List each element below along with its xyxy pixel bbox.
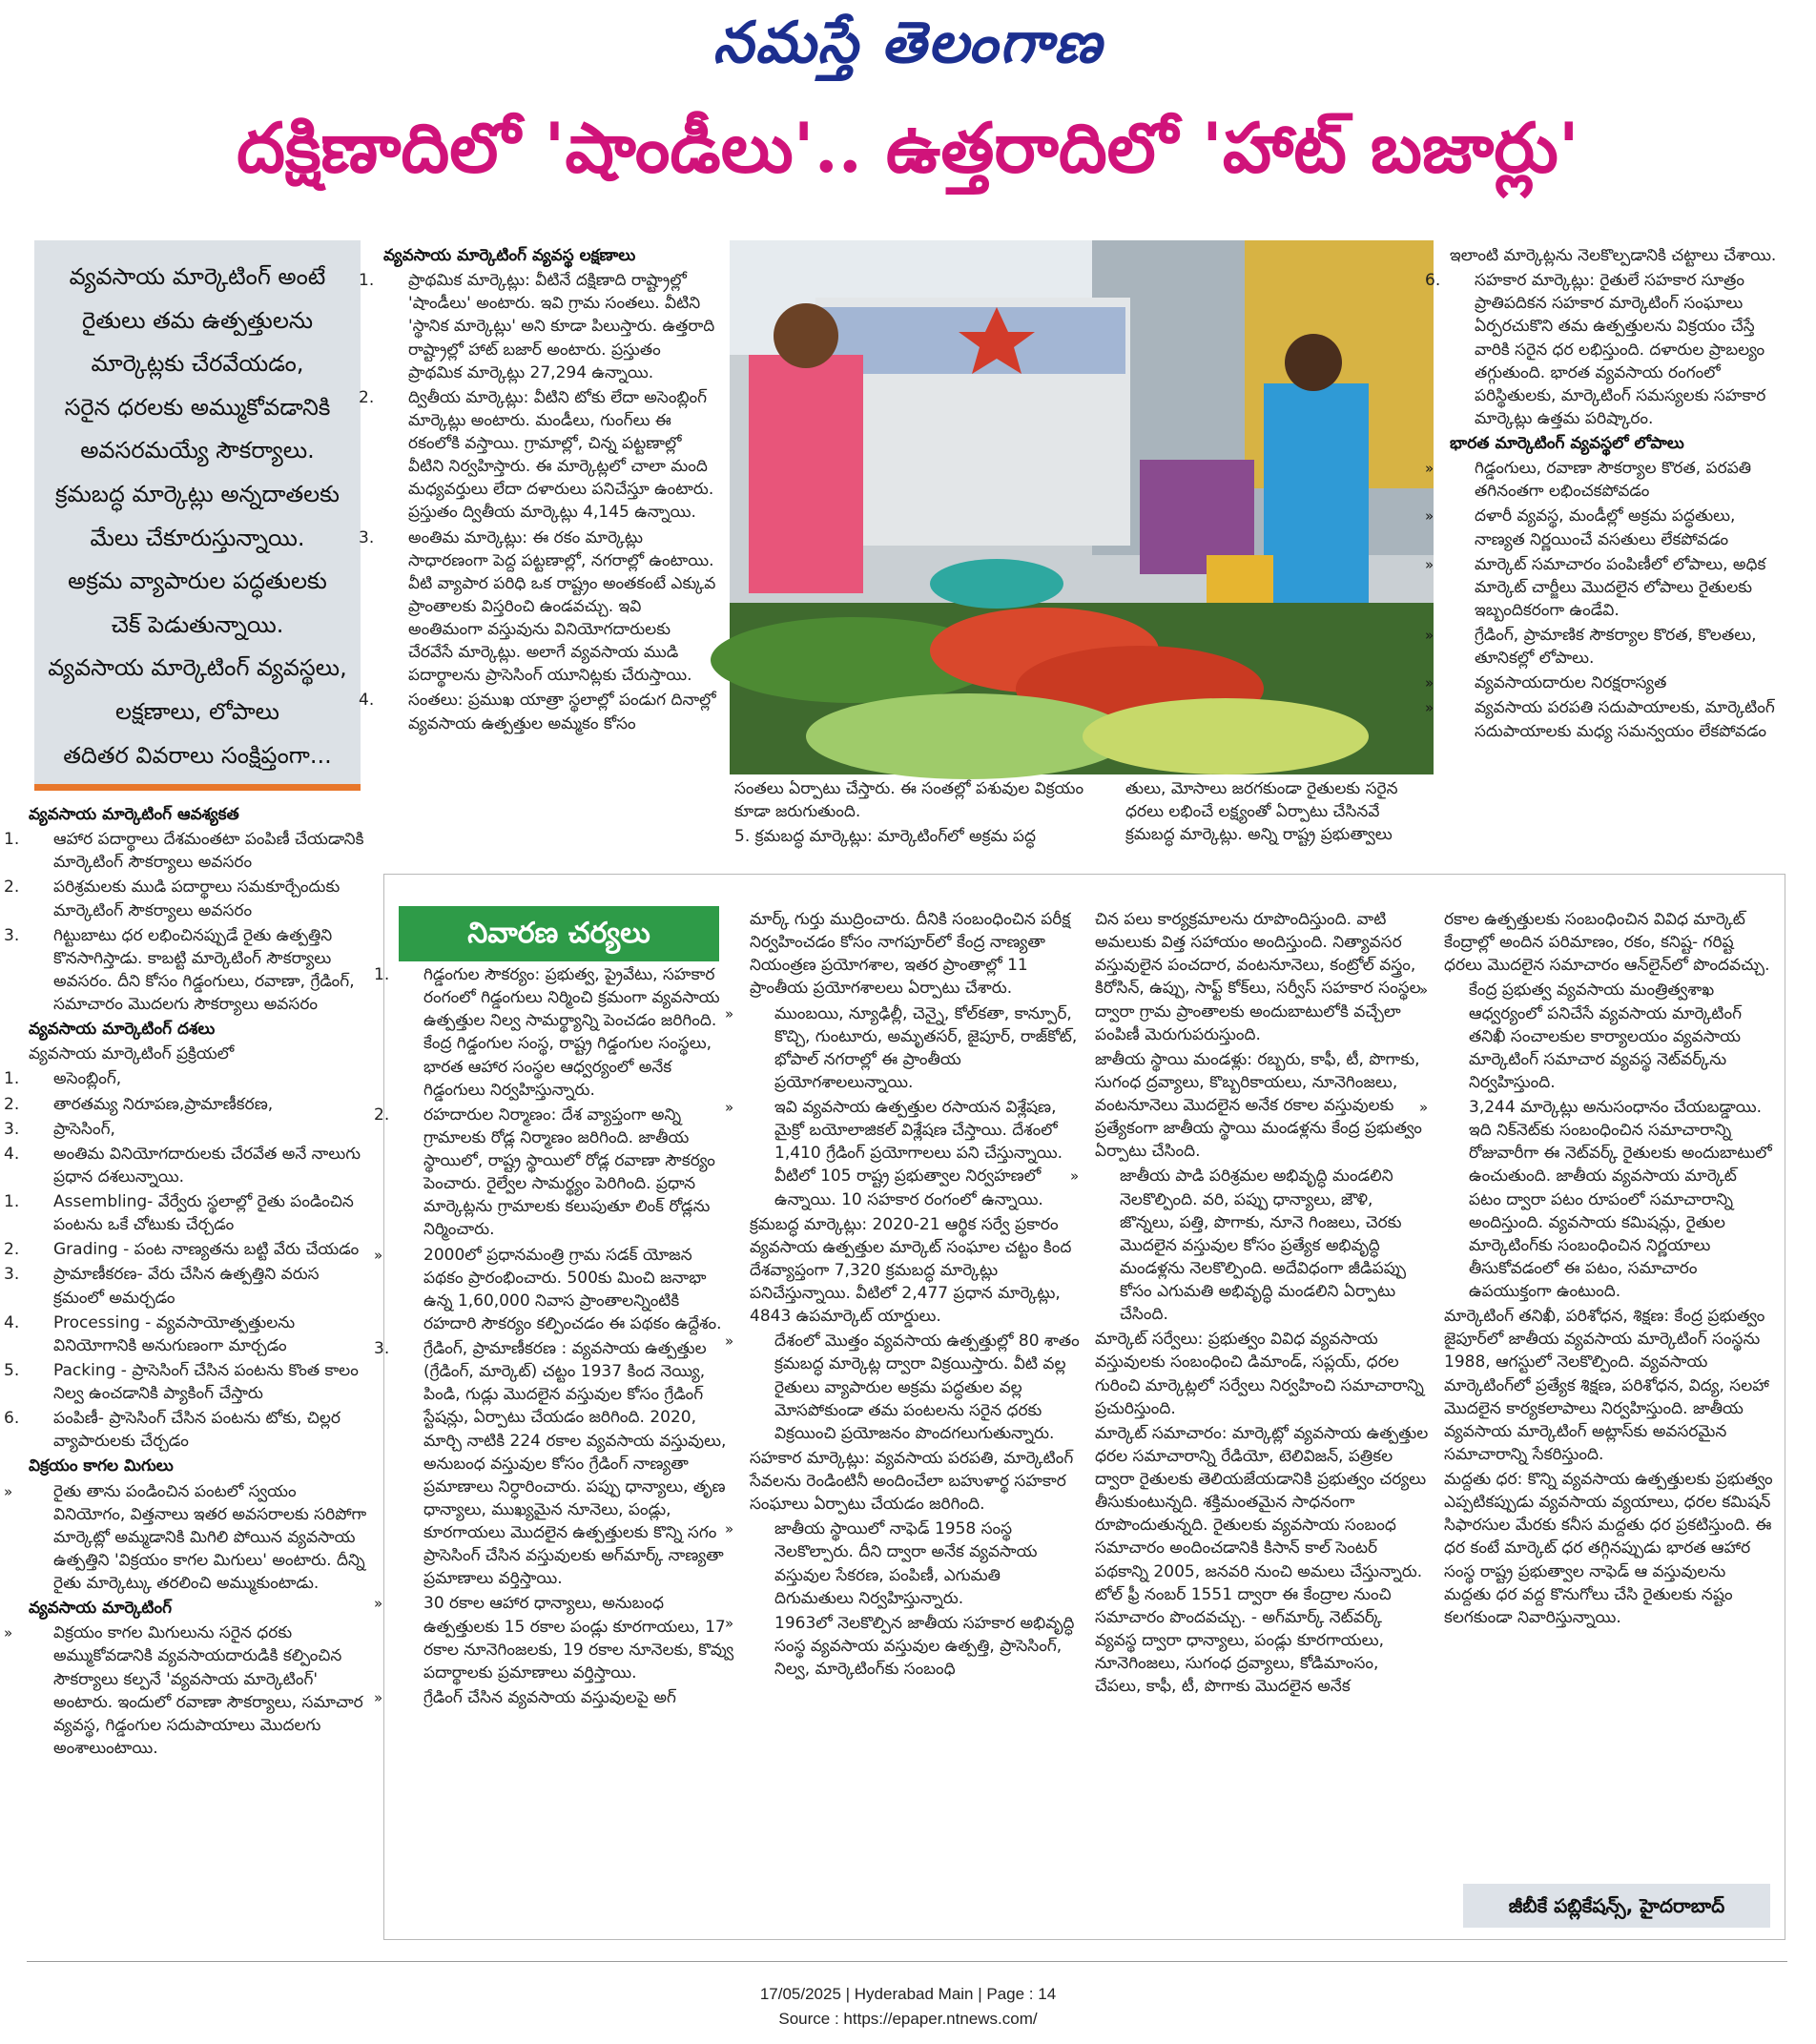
bullet-arrow-icon: »: [1425, 627, 1434, 644]
list-item: [725, 1612, 1080, 1681]
paragraph: మార్క్ గుర్తు ముద్రించారు. దీనికి సంబంధించిన పరీక్ష నిర్వహించడం కోసం నాగపూర్‌లో కేంద్ర నాణ్యతా నియంత్రణ ప్రయోగశాల, ఇతర ప్రాంతాల్లో 11 ప్రాంతీయ ప్రయోగశాలలు ఏర్పాటు చేశారు.: [750, 910, 1071, 999]
paragraph: మార్కెటింగ్ తనిఖీ, పరిశోధన, శిక్షణ: కేంద్ర ప్రభుత్వం జైపూర్‌లో జాతీయ వ్యవసాయ మార్కెటింగ్ సంస్థను 1988, ఆగస్టులో నెలకొల్పింది. వ్యవసాయ మార్కెటింగ్‌లో ప్రత్యేక శిక్షణ, పరిశోధన, విద్య, సలహా మొదలైన కార్యకలాపాలు నిర్వహిస్తుంది. జాతీయ వ్యవసాయ మార్కెటింగ్ అట్లాస్‌కు అవసరమైన సమాచారాన్ని సేకరిస్తుంది.: [1444, 1307, 1769, 1464]
list-item-text: గ్రేడింగ్, ప్రామాణిక సౌకర్యాల కొరత, కొలతలు, తూనికల్లో లోపాలు.: [1475, 626, 1757, 669]
paragraph: మార్కెట్ సమాచారం: మార్కెట్లో వ్యవసాయ ఉత్పత్తుల ధరల సమాచారాన్ని రేడియో, టెలివిజన్, పత్రికల ద్వారా రైతులకు తెలియజేయడానికి ప్రభుత్వం చర్యలు తీసుకుంటున్నది. శక్తిమంతమైన సాధనంగా రూపొందుతున్నది. రైతులకు వ్యవసాయ సంబంధ సమాచారం అందించడానికి కిసాన్ కాల్ సెంటర్ పథకాన్ని 2005, జనవరి నుంచి అమలు చేస్తున్నారు. టోల్ ఫ్రీ నంబర్ 1551 ద్వారా ఈ కేంద్రాల నుంచి సమాచారం పొందవచ్చు. - అగ్‌మార్క్ నెట్‌వర్క్ వ్యవస్థ ద్వారా ధాన్యాలు, పండ్లు కూరగాయలు, నూనెగింజలు, సుగంధ ద్రవ్యాలు, కోడిమాంసం, చేపలు, కాఫీ, టీ, పొగాకు మొదలైన అనేక: [1095, 1423, 1429, 1697]
list-item: [4, 1621, 372, 1760]
list-item: [374, 1244, 734, 1336]
publisher-credit: జీబీకే పబ్లికేషన్స్, హైదరాబాద్: [1463, 1884, 1770, 1928]
list-number: 3.: [359, 527, 375, 547]
list-item: [359, 269, 719, 384]
remedies-col-4: [1419, 908, 1774, 1881]
bullet-arrow-icon: »: [725, 1520, 734, 1538]
footer-divider: [27, 1961, 1787, 1962]
list-item: [4, 1359, 372, 1405]
list-item: [1425, 505, 1785, 550]
bullet-arrow-icon: »: [725, 1614, 734, 1632]
list-number: 4.: [4, 1312, 20, 1332]
list-item-text: ప్రామాణీకరణ- వేరు చేసిన ఉత్పత్తిని వరుస క్రమంలో అమర్చడం: [53, 1265, 320, 1308]
list-item-text: Packing - ప్రాసెసింగ్ చేసిన పంటను కొంత కాలం నిల్వ ఉంచడానికి ప్యాకింగ్ చేస్తారు: [53, 1360, 359, 1403]
list-item: [374, 1592, 734, 1684]
list-item: [1070, 1165, 1429, 1326]
list-item: [374, 963, 734, 1102]
bullet-arrow-icon: »: [1070, 1167, 1080, 1186]
intro-line: లక్షణాలు, లోపాలు: [115, 697, 279, 725]
list-item: [4, 1118, 372, 1141]
list-number: 4.: [359, 691, 375, 711]
list-item: [359, 386, 719, 525]
list-item: [4, 924, 372, 1017]
list-item-text: దేశంలో మొత్తం వ్యవసాయ ఉత్పత్తుల్లో 80 శాతం క్రమబద్ధ మార్కెట్ల ద్వారా విక్రయిస్తారు. వీటి వల్ల రైతులు వ్యాపారుల అక్రమ పద్ధతుల వల్ల మోసపోకుండా తమ పంటలను సరైన ధరకు విక్రయించి ప్రయోజనం పొందగలుగుతున్నారు.: [774, 1332, 1080, 1443]
list-item: [4, 1407, 372, 1453]
list-item-text: పంపిణీ- ప్రాసెసింగ్ చేసిన పంటను టోకు, చిల్లర వ్యాపారులకు చేర్చడం: [53, 1409, 340, 1452]
list-item-text: ముంబయి, న్యూఢిల్లీ, చెన్నై, కోల్‌కతా, కాన్పూర్, కొచ్చి, గుంటూరు, అమృతసర్, జైపూర్, రాజ్‌కోట్, భోపాల్ నగరాల్లో ఈ ప్రాంతీయ ప్రయోగశాలలున్నాయి.: [774, 1003, 1078, 1092]
list-number: 1.: [4, 1192, 20, 1211]
list-item: [725, 1330, 1080, 1445]
bullet-arrow-icon: »: [1419, 981, 1429, 1000]
bullet-arrow-icon: »: [725, 1332, 734, 1351]
list-item-text: Grading - పంట నాణ్యతను బట్టి వేరు చేయడం: [53, 1240, 360, 1260]
intro-line: అవసరమయ్యే సౌకర్యాలు.: [80, 437, 315, 465]
list-item: [359, 689, 719, 734]
list-item-text: పరిశ్రమలకు ముడి పదార్థాలు సమకూర్చేందుకు మార్కెటింగ్ సౌకర్యాలు అవసరం: [53, 877, 340, 920]
list-number: 2.: [374, 1105, 390, 1125]
list-number: 2.: [4, 1240, 20, 1260]
list-number: 2.: [4, 1094, 20, 1114]
list-item-text: విక్రయం కాగల మిగులును సరైన ధరకు అమ్ముకోవడానికి వ్యవసాయదారుడికి కల్పించిన సౌకర్యాలు కల్పనే 'వ్యవసాయ మార్కెటింగ్' అంటారు. ఇందులో రవాణా సౌకర్యాలు, సమాచార వ్యవస్థ, గిడ్డంగుల సదుపాయాలు మొదలగు అంశాలుంటాయి.: [53, 1623, 363, 1758]
paragraph: చిన పలు కార్యక్రమాలను రూపొందిస్తుంది. వాటి అమలుకు విత్త సహాయం అందిస్తుంది. నిత్యావసర వస్తువులైన పంచదార, వంటనూనెలు, కంట్రోల్ వస్త్రం, కిరోసిన్, ఉప్పు, సాఫ్ట్ కోక్‌లు, సర్వీస్ సహకార సంస్థల ద్వారా గ్రామ ప్రాంతాలకు అందుబాటులోకి వచ్చేలా పంపిణీ మెరుగుపరుస్తుంది.: [1095, 910, 1421, 1044]
list-item: [1425, 457, 1785, 503]
remedies-col-1: [374, 963, 734, 1927]
list-number: 1.: [374, 965, 390, 984]
section-heading: వ్యవసాయ మార్కెటింగ్ ఆవశ్యకత: [29, 805, 239, 824]
list-item-text: ద్వితీయ మార్కెట్లు: వీటిని టోకు లేదా అసెంబ్లింగ్ మార్కెట్లు అంటారు. మండీలు, గుంగ్‌లు ఈ రకంలోకి వస్తాయి. గ్రామాల్లో, చిన్న పట్టణాల్లో వీటిని నిర్వహిస్తారు. ఈ మార్కెట్లలో చాలా మంది మధ్యవర్తులు లేదా దళారులు పనిచేస్తూ ఉంటారు. ప్రస్తుతం ద్వితీయ మార్కెట్లు 4,145 ఉన్నాయి.: [408, 387, 714, 523]
list-item: [4, 1238, 372, 1261]
list-item: [1425, 671, 1785, 694]
paragraph: సహకార మార్కెట్లు: వ్యవసాయ పరపతి, మార్కెటింగ్ సేవలను రెండింటినీ అందించేలా బహుళార్థ సహకార సంఘాలు ఏర్పాటు చేయడం జరిగింది.: [750, 1448, 1074, 1515]
list-item-text: ఆహార పదార్థాలు దేశమంతటా పంపిణీ చేయడానికి మార్కెటింగ్ సౌకర్యాలు అవసరం: [53, 830, 364, 873]
list-number: 1.: [4, 1069, 20, 1089]
column-right: [1425, 244, 1785, 855]
list-item-text: వ్యవసాయ పరపతి సదుపాయాలకు, మార్కెటింగ్ సదుపాయాలకు మధ్య సమన్వయం లేకపోవడం: [1475, 698, 1775, 741]
list-item: [725, 1096, 1080, 1211]
list-item: [4, 876, 372, 921]
list-item-text: సంతలు: ప్రముఖ యాత్రా స్థలాల్లో పండుగ దినాల్లో వ్యవసాయ ఉత్పత్తుల అమ్మకం కోసం: [408, 691, 716, 733]
list-item: [4, 1190, 372, 1236]
list-item-text: 30 రకాల ఆహార ధాన్యాలు, అనుబంధ ఉత్పత్తులకు 15 రకాల పండ్లు కూరగాయలు, 17 రకాల నూనెగింజలకు, 19 రకాల నూనెలకు, కొవ్వు పదార్థాలకు ప్రమాణాలు వర్తిస్తాయి.: [423, 1594, 734, 1683]
paragraph: మార్కెట్ సర్వేలు: ప్రభుత్వం వివిధ వ్యవసాయ వస్తువులకు సంబంధించి డిమాండ్, సప్లయ్, ధరల గురించి మార్కెట్లలో సర్వేలు నిర్వహించి సమాచారాన్ని ప్రచురిస్తుంది.: [1095, 1330, 1424, 1418]
column-features: [359, 244, 719, 840]
list-item-text: గ్రేడింగ్ చేసిన వ్యవసాయ వస్తువులపై అగ్: [423, 1687, 676, 1707]
list-item-text: 3,244 మార్కెట్లు అనుసంధానం చేయబడ్డాయి. ఇది నిక్‌నెట్‌కు సంబంధించిన సమాచారాన్ని రోజువారీగా ఈ నెట్‌వర్క్ రైతులకు అందుబాటులో ఉంచుతుంది. జాతీయ వ్యవసాయ మార్కెట్ పటం ద్వారా పటం రూపంలో సమాచారాన్ని అందిస్తుంది. వ్యవసాయ కమిషన్లు, రైతుల మార్కెటింగ్‌కు సంబంధించిన నిర్ణయాలు తీసుకోవడంలో ఈ పటం, సమాచారం ఉపయుక్తంగా ఉంటుంది.: [1469, 1098, 1772, 1301]
intro-line: వ్యవసాయ మార్కెటింగ్ అంటే: [69, 263, 326, 290]
section-heading: వ్యవసాయ మార్కెటింగ్: [29, 1599, 173, 1619]
list-item: [1425, 553, 1785, 622]
list-number: 5.: [4, 1360, 20, 1380]
list-item: [725, 1002, 1080, 1095]
list-item: [4, 1311, 372, 1357]
photo-caption-right: [1125, 777, 1433, 854]
bullet-arrow-icon: »: [1419, 1099, 1429, 1116]
intro-line: మేలు చేకూరుస్తున్నాయి.: [90, 524, 305, 551]
list-item-text: సహకార మార్కెట్లు: రైతులే సహకార సూత్రం ప్రాతిపదికన సహకార మార్కెటింగ్ సంఘాలు ఏర్పరచుకొని తమ ఉత్పత్తులను విక్రయం చేస్తే వారికి సరైన ధర లభిస్తుంది. దళారుల ప్రాబల్యం తగ్గుతుంది. భారత వ్యవసాయ రంగంలో పరిస్థితులకు, మార్కెటింగ్ సమస్యలకు సహకార మార్కెట్లు ఉత్తమ పరిష్కారం.: [1475, 271, 1766, 428]
list-item: [1425, 269, 1785, 430]
under-photo-text-b: తులు, మోసాలు జరగకుండా రైతులకు సరైన ధరలు లభించే లక్ష్యంతో ఏర్పాటు చేసినవే క్రమబద్ధ మార్కెట్లు. అన్ని రాష్ట్ర ప్రభుత్వాలు: [1125, 779, 1398, 845]
list-item-text: దళారీ వ్యవస్థ, మండీల్లో అక్రమ పద్ధతులు, నాణ్యత నిర్ణయించే వసతులు లేకపోవడం: [1475, 506, 1736, 549]
paragraph: వ్యవసాయ మార్కెటింగ్ ప్రక్రియలో: [29, 1044, 235, 1064]
list-item: [4, 1093, 372, 1116]
list-item: [374, 1104, 734, 1242]
masthead-logo: నమస్తే తెలంగాణ: [712, 10, 1104, 76]
column-left: [4, 803, 372, 1943]
paragraph: మద్దతు ధర: కొన్ని వ్యవసాయ ఉత్పత్తులకు ప్రభుత్వం ఎప్పటికప్పుడు వ్యవసాయ వ్యయాలు, ధరల కమిషన్ సిఫారసుల మేరకు కనీస మద్దతు ధర ప్రకటిస్తుంది. ఈ ధర కంటే మార్కెట్ ధర తగ్గినప్పుడు భారత ఆహార సంస్థ రాష్ట్ర ప్రభుత్వాల నాఫెడ్ ఆ వస్తువులను మద్దతు ధర వద్ద కొనుగోలు చేసి రైతులకు నష్టం కలగకుండా నివారిస్తున్నాయి.: [1444, 1470, 1773, 1627]
list-number: 3.: [4, 925, 20, 945]
list-number: 3.: [4, 1119, 20, 1139]
list-number: 2.: [359, 387, 375, 407]
paragraph: క్రమబద్ధ మార్కెట్లు: 2020-21 ఆర్థిక సర్వే ప్రకారం వ్యవసాయ ఉత్పత్తుల మార్కెట్ సంఘాల చట్టం కింద దేశవ్యాప్తంగా 7,320 క్రమబద్ధ మార్కెట్లు పనిచేస్తున్నాయి. వీటిలో 2,477 ప్రధాన మార్కెట్లు, 4843 ఉపమార్కెట్ యార్డులు.: [750, 1214, 1072, 1327]
bullet-arrow-icon: »: [1425, 507, 1434, 526]
intro-box: [34, 240, 361, 791]
headline: దక్షిణాదిలో 'షాండీలు'.. ఉత్తరాదిలో 'హాట్ బజార్లు': [237, 107, 1579, 188]
footer-date-page: 17/05/2025 | Hyderabad Main | Page : 14: [759, 1985, 1057, 2003]
list-item-text: గిట్టుబాటు ధర లభించినప్పుడే రైతు ఉత్పత్తిని కొనసాగిస్తాడు. కాబట్టి మార్కెటింగ్ సౌకర్యాలు అవసరం. దీని కోసం గిడ్డంగులు, రవాణా, గ్రేడింగ్, సమాచారం మొదలగు సౌకర్యాలు అవసరం: [53, 925, 355, 1014]
list-number: 3.: [4, 1265, 20, 1285]
list-number: 1.: [359, 271, 375, 291]
section-heading: విక్రయం కాగల మిగులు: [29, 1456, 174, 1476]
under-photo-text-a2: 5. క్రమబద్ధ మార్కెట్లు: మార్కెటింగ్‌లో అక్రమ పద్ధ: [734, 827, 1036, 847]
list-item-text: 2000లో ప్రధానమంత్రి గ్రామ సడక్ యోజన పథకం ప్రారంభించారు. 500కు మించి జనాభా ఉన్న 1,60,000 నివాస ప్రాంతాలన్నింటికి రహదారి సౌకర్యం కల్పించడం ఈ పథకం ఉద్దేశం.: [423, 1245, 722, 1333]
bullet-arrow-icon: »: [1425, 555, 1434, 573]
intro-line: రైతులు తమ ఉత్పత్తులను: [81, 306, 314, 334]
list-item-text: గ్రేడింగ్, ప్రామాణీకరణ : వ్యవసాయ ఉత్పత్తుల (గ్రేడింగ్, మార్కెట్) చట్టం 1937 కింద నెయ్యి, పిండి, గుడ్లు మొదలైన వస్తువుల కోసం గ్రేడింగ్ స్టేషన్లు, ఏర్పాటు చేయడం జరిగింది. 2020, మార్చి నాటికి 224 రకాల వ్యవసాయ వస్తువులు, అనుబంధ వస్తువుల కోసం గ్రేడింగ్ నాణ్యతా ప్రమాణాలు నిర్ధారించారు. పప్పు ధాన్యాలు, తృణ ధాన్యాలు, ముఖ్యమైన నూనెలు, పండ్లు, కూరగాయలు మొదలైన ఉత్పత్తులకు కొన్ని సగం ప్రాసెసింగ్ చేసిన వస్తువులకు అగ్‌మార్క్ నాణ్యతా ప్రమాణాలు వర్తిస్తాయి.: [423, 1339, 727, 1589]
list-item: [374, 1337, 734, 1590]
bullet-arrow-icon: »: [1425, 460, 1434, 478]
footer-source[interactable]: Source : https://epaper.ntnews.com/: [778, 2009, 1038, 2028]
list-item: [1419, 1096, 1774, 1303]
bullet-arrow-icon: »: [4, 1482, 13, 1500]
remedies-col-2: [725, 908, 1080, 1927]
list-item-text: Processing - వ్యవసాయోత్పత్తులను వినియోగానికి అనుగుణంగా మార్చడం: [53, 1312, 296, 1355]
list-item: [1425, 696, 1785, 742]
paragraph: ఇలాంటి మార్కెట్లను నెలకొల్పడానికి చట్టాలు చేశాయి.: [1450, 246, 1777, 265]
intro-line: వ్యవసాయ మార్కెటింగ్ వ్యవస్థలు,: [48, 654, 347, 682]
list-item-text: వ్యవసాయదారుల నిరక్షరాస్యత: [1475, 673, 1667, 693]
paragraph: రకాల ఉత్పత్తులకు సంబంధించిన వివిధ మార్కెట్ కేంద్రాల్లో అందిన పరిమాణం, రకం, కనిష్ట- గరిష్ట ధరలు మొదలైన సమాచారం ఆన్‌లైన్‌లో పొందవచ్చు.: [1444, 910, 1770, 976]
list-item-text: రైతు తాను పండించిన పంటలో స్వయం వినియోగం, విత్తనాలు ఇతర అవసరాలకు సరిపోగా మార్కెట్లో అమ్మడానికి మిగిలి పోయిన వ్యవసాయ ఉత్పత్తిని 'విక్రయం కాగల మిగులు' అంటారు. దీన్ని రైతు మార్కెట్కు తరలించి అమ్ముకుంటాడు.: [53, 1481, 367, 1593]
list-item: [374, 1686, 734, 1709]
list-item-text: జాతీయ స్థాయిలో నాఫెడ్ 1958 సంస్థ నెలకొల్పారు. దీని ద్వారా అనేక వ్యవసాయ వస్తువుల సేకరణ, పంపిణీ, ఎగుమతి దిగుమతులు నిర్వహిస్తున్నారు.: [774, 1519, 1038, 1608]
list-item: [4, 1480, 372, 1596]
list-item: [4, 1143, 372, 1188]
photo-caption-left: [734, 777, 1087, 854]
list-item: [4, 828, 372, 874]
bullet-arrow-icon: »: [374, 1246, 383, 1264]
list-number: 6.: [1425, 271, 1441, 291]
intro-line: క్రమబద్ధ మార్కెట్లు అన్నదాతలకు: [55, 480, 340, 507]
list-number: 4.: [4, 1144, 20, 1164]
list-item-text: అంతిమ మార్కెట్లు: ఈ రకం మార్కెట్లు సాధారణంగా పెద్ద పట్టణాల్లో, నగరాల్లో ఉంటాయి. వీటి వ్యాపార పరిధి ఒక రాష్ట్రం అంతకంటే ఎక్కువ ప్రాంతాలకు విస్తరించి ఉండవచ్చు. ఇవి అంతిమంగా వస్తువును వినియోగదారులకు చేరవేసే మార్కెట్లు. అలాగే వ్యవసాయ ముడి పదార్థాలను ప్రాసెసింగ్ యూనిట్లకు చేరుస్తాయి.: [408, 527, 716, 686]
bullet-arrow-icon: »: [374, 1595, 383, 1613]
list-number: 3.: [374, 1339, 390, 1358]
section-heading: వ్యవసాయ మార్కెటింగ్ దశలు: [29, 1020, 216, 1040]
market-photo: [730, 240, 1434, 774]
list-item-text: ప్రాసెసింగ్,: [53, 1119, 115, 1139]
remedies-title: నివారణ చర్యలు: [399, 906, 719, 961]
paragraph: జాతీయ స్థాయి మండళ్లు: రబ్బరు, కాఫీ, టీ, పొగాకు, సుగంధ ద్రవ్యాలు, కొబ్బరికాయలు, నూనెగింజలు, వంటనూనెలు మొదలైన అనేక రకాల వస్తువులకు ప్రత్యేకంగా జాతీయ స్థాయి మండళ్లను కేంద్ర ప్రభుత్వం ఏర్పాటు చేసింది.: [1095, 1049, 1422, 1162]
bullet-arrow-icon: »: [1425, 699, 1434, 717]
list-item-text: గిడ్డంగులు, రవాణా సౌకర్యాల కొరత, పరపతి తగినంతగా లభించకపోవడం: [1475, 459, 1752, 502]
footer: [0, 1982, 1816, 2031]
bullet-arrow-icon: »: [1425, 674, 1434, 692]
section-heading: భారత మార్కెటింగ్ వ్యవస్థలో లోపాలు: [1450, 434, 1684, 453]
list-item: [4, 1263, 372, 1309]
remedies-col-3: [1070, 908, 1429, 1927]
list-item: [4, 1067, 372, 1090]
intro-line: సరైన ధరలకు అమ్ముకోవడానికి: [64, 393, 331, 421]
list-item-text: గిడ్డంగుల సౌకర్యం: ప్రభుత్వ, ప్రైవేటు, సహకార రంగంలో గిడ్డంగులు నిర్మించి క్రమంగా వ్యవసాయ ఉత్పత్తుల నిల్వ సామర్థ్యాన్ని పెంచడం జరిగింది. కేంద్ర గిడ్డంగుల సంస్థ, రాష్ట్ర గిడ్డంగుల సంస్థలు, భారత ఆహార సంస్థల ఆధ్వర్యంలో అనేక గిడ్డంగులు నిర్వహిస్తున్నారు.: [423, 965, 720, 1100]
list-item-text: Assembling- వేర్వేరు స్థలాల్లో రైతు పండించిన పంటను ఒకే చోటుకు చేర్చడం: [53, 1192, 354, 1235]
intro-line: చెక్ పెడుతున్నాయి.: [111, 610, 284, 638]
intro-line: అక్రమ వ్యాపారుల పద్ధతులకు: [68, 568, 327, 595]
section-heading: వ్యవసాయ మార్కెటింగ్ వ్యవస్థ లక్షణాలు: [383, 246, 636, 265]
list-number: 2.: [4, 877, 20, 898]
list-item-text: రహదారుల నిర్మాణం: దేశ వ్యాప్తంగా అన్ని గ్రామాలకు రోడ్ల నిర్మాణం జరిగింది. జాతీయ స్థాయిలో, రాష్ట్ర స్థాయిలో రోడ్ల రవాణా సౌకర్యం పెంచారు. రైల్వేల సామర్థ్యం పెరిగింది. ప్రధాన మార్కెట్లను గ్రామాలకు కలుపుతూ లింక్ రోడ్లను నిర్మించారు.: [423, 1105, 715, 1240]
list-item-text: అసెంబ్లింగ్,: [53, 1069, 122, 1089]
list-item-text: ప్రాథమిక మార్కెట్లు: వీటినే దక్షిణాది రాష్ట్రాల్లో 'షాండీలు' అంటారు. ఇవి గ్రామ సంతలు. వీటిని 'స్థానిక మార్కెట్లు' అని కూడా పిలుస్తారు. ఉత్తరాది రాష్ట్రాల్లో హాట్ బజార్ అంటారు. ప్రస్తుతం ప్రాథమిక మార్కెట్లు 27,294 ఉన్నాయి.: [408, 271, 715, 382]
list-number: 6.: [4, 1409, 20, 1429]
list-item-text: అంతిమ వినియోగదారులకు చేరవేత అనే నాలుగు ప్రధాన దశలున్నాయి.: [53, 1144, 361, 1187]
list-item-text: కేంద్ర ప్రభుత్వ వ్యవసాయ మంత్రిత్వశాఖ ఆధ్వర్యంలో పనిచేసే వ్యవసాయ మార్కెటింగ్ తనిఖీ సంచాలకుల కార్యాలయం వ్యవసాయ మార్కెటింగ్ సమాచార వ్యవస్థ నెట్‌వర్క్‌ను నిర్వహిస్తుంది.: [1469, 981, 1743, 1092]
list-item-text: 1963లో నెలకొల్పిన జాతీయ సహకార అభివృద్ధి సంస్థ వ్యవసాయ వస్తువుల ఉత్పత్తి, ప్రాసెసింగ్, నిల్వ, మార్కెటింగ్‌కు సంబంధి: [774, 1613, 1075, 1679]
list-item-text: మార్కెట్ సమాచారం పంపిణీలో లోపాలు, అధిక మార్కెట్ చార్జీలు మొదలైన లోపాలు రైతులకు ఇబ్బందికరంగా ఉండేవి.: [1475, 554, 1766, 620]
list-item-text: ఇవి వ్యవసాయ ఉత్పత్తుల రసాయన విశ్లేషణ, మైక్రో బయోలాజికల్ విశ్లేషణ చేస్తాయి. దేశంలో 1,410 గ్రేడింగ్ ప్రయోగాలలు పని చేస్తున్నాయి. వీటిలో 105 రాష్ట్ర ప్రభుత్వాల నిర్వహణలో ఉన్నాయి. 10 సహకార రంగంలో ఉన్నాయి.: [774, 1098, 1063, 1209]
bullet-arrow-icon: »: [374, 1688, 383, 1706]
list-item: [725, 1518, 1080, 1610]
intro-line: మార్కెట్లకు చేరవేయడం,: [91, 350, 304, 378]
bullet-arrow-icon: »: [725, 1004, 734, 1022]
bullet-arrow-icon: »: [4, 1624, 13, 1642]
list-item-text: జాతీయ పాడి పరిశ్రమల అభివృద్ధి మండలిని నెలకొల్పింది. వరి, పప్పు ధాన్యాలు, జౌళి, జొన్నలు, పత్తి, పొగాకు, నూనె గింజలు, చెరకు మొదలైన వస్తువుల కోసం ప్రత్యేక అభివృద్ధి మండళ్లను నెలకొల్పింది. అదేవిధంగా జీడిపప్పు కోసం ఎగుమతి అభివృద్ధి మండలిని ఏర్పాటు చేసింది.: [1120, 1167, 1407, 1325]
list-number: 1.: [4, 830, 20, 850]
bullet-arrow-icon: »: [725, 1099, 734, 1116]
list-item: [1425, 624, 1785, 670]
list-item-text: తారతమ్య నిరూపణ,ప్రామాణీకరణ,: [53, 1094, 274, 1114]
intro-line: తదితర వివరాలు సంక్షిప్తంగా...: [63, 741, 332, 769]
under-photo-text-a: సంతలు ఏర్పాటు చేస్తారు. ఈ సంతల్లో పశువుల విక్రయం కూడా జరుగుతుంది.: [734, 779, 1084, 822]
list-item: [359, 526, 719, 688]
list-item: [1419, 979, 1774, 1094]
